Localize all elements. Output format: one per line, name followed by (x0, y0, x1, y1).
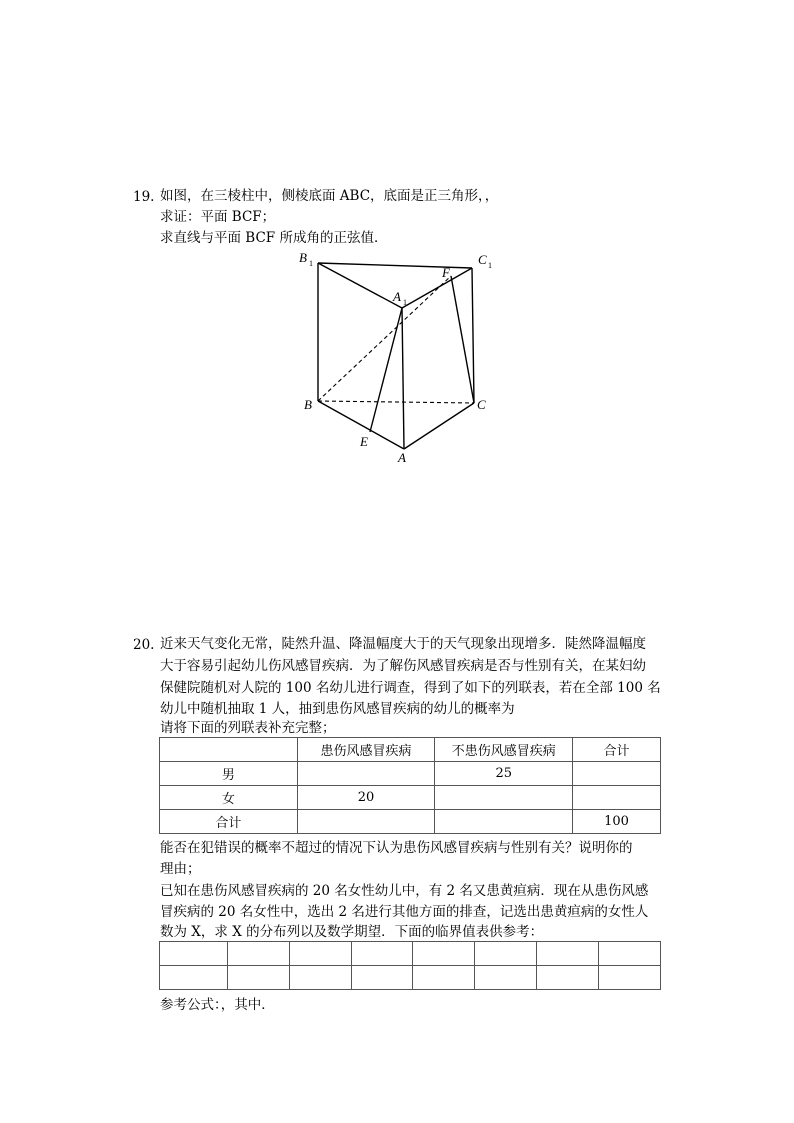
table-cell (599, 942, 661, 966)
table-cell (413, 942, 475, 966)
table-cell (297, 762, 435, 786)
table-cell (573, 762, 661, 786)
edge-a1-c1 (402, 268, 472, 308)
q20-p4-line3: 数为 X，求 X 的分布列以及数学期望．下面的临界值表供参考： (160, 924, 544, 940)
contingency-table (159, 737, 661, 834)
table-cell (289, 966, 351, 990)
table-cell (289, 942, 351, 966)
segment-f-c (451, 276, 474, 403)
table-cell (413, 966, 475, 990)
table-cell (227, 966, 289, 990)
table-cell (435, 810, 573, 834)
table-row (160, 810, 661, 834)
critical-value-table (159, 941, 661, 990)
q20-p1-line2: 大于容易引起幼儿伤风感冒疾病．为了解伤风感冒疾病是否与性别有关，在某妇幼 (160, 658, 646, 674)
q19-line1: 如图，在三棱柱中，侧棱底面 ABC，底面是正三角形，， (160, 188, 499, 204)
table-cell (160, 738, 298, 762)
q20-p5: 参考公式：，其中． (160, 997, 275, 1013)
table-cell (351, 942, 413, 966)
table-cell (160, 942, 228, 966)
edge-c1-c (472, 268, 474, 403)
q20-p1-line4: 幼儿中随机抽取 1 人，抽到患伤风感冒疾病的幼儿的概率为 (160, 701, 515, 717)
edge-a-c (404, 403, 474, 449)
table-row (160, 942, 661, 966)
segment-a1-e (370, 308, 402, 432)
table-cell: 女 (160, 786, 298, 810)
table-cell (475, 942, 537, 966)
label-b1: B (299, 250, 307, 265)
table-row (160, 786, 661, 810)
q20-p3-line1: 能否在犯错误的概率不超过的情况下认为患伤风感冒疾病与性别有关？说明你的 (160, 840, 633, 856)
table-cell (351, 966, 413, 990)
edge-b1-a1 (318, 263, 402, 308)
table-cell: 患伤风感冒疾病 (297, 738, 435, 762)
table-cell (573, 786, 661, 810)
table-cell: 合计 (160, 810, 298, 834)
label-e: E (360, 434, 368, 449)
table-cell (537, 966, 599, 990)
table-row (160, 966, 661, 990)
edge-b1-c1 (318, 263, 472, 268)
dashed-b-c (318, 401, 474, 403)
q19-line2: 求证：平面 BCF； (160, 209, 276, 225)
table-cell: 不患伤风感冒疾病 (435, 738, 573, 762)
q20-number: 20. (133, 637, 155, 653)
label-c1-sub: 1 (488, 261, 492, 270)
table-cell (475, 966, 537, 990)
table-cell: 25 (435, 762, 573, 786)
q19-line3: 求直线与平面 BCF 所成角的正弦值． (160, 230, 388, 246)
table-cell (297, 810, 435, 834)
table-cell (537, 942, 599, 966)
label-b1-sub: 1 (309, 259, 313, 268)
q19-number: 19. (133, 189, 155, 205)
table-header-row (160, 738, 661, 762)
q20-p2: 请将下面的列联表补充完整； (160, 720, 336, 736)
dashed-b-f (318, 276, 451, 401)
q20-p1-line3: 保健院随机对人院的 100 名幼儿进行调查，得到了如下的列联表，若在全部 100 名 (160, 680, 661, 696)
table-cell (599, 966, 661, 990)
q20-p4-line2: 冒疾病的 20 名女性中，选出 2 名进行其他方面的排查，记选出患黄疸病的女性人 (160, 904, 649, 920)
label-b: B (304, 397, 312, 412)
edge-b-a (318, 401, 404, 449)
q20-p4-line1: 已知在患伤风感冒疾病的 20 名女性幼儿中，有 2 名又患黄疸病．现在从患伤风感 (160, 883, 649, 899)
q20-p1-line1: 近来天气变化无常，陡然升温、降温幅度大于的天气现象出现增多．陡然降温幅度 (160, 636, 646, 652)
label-c: C (477, 397, 486, 412)
edge-a1-a (402, 308, 404, 449)
table-cell: 合计 (573, 738, 661, 762)
label-a1-sub: 1 (403, 298, 407, 307)
table-row (160, 762, 661, 786)
q20-p3-line2: 理由； (160, 861, 201, 877)
label-a1: A (393, 289, 401, 304)
table-cell: 男 (160, 762, 298, 786)
label-c1: C (478, 252, 487, 267)
table-cell: 20 (297, 786, 435, 810)
table-cell (435, 786, 573, 810)
label-f: F (442, 265, 450, 280)
table-cell: 100 (573, 810, 661, 834)
label-a: A (398, 450, 406, 465)
table-cell (227, 942, 289, 966)
table-cell (160, 966, 228, 990)
